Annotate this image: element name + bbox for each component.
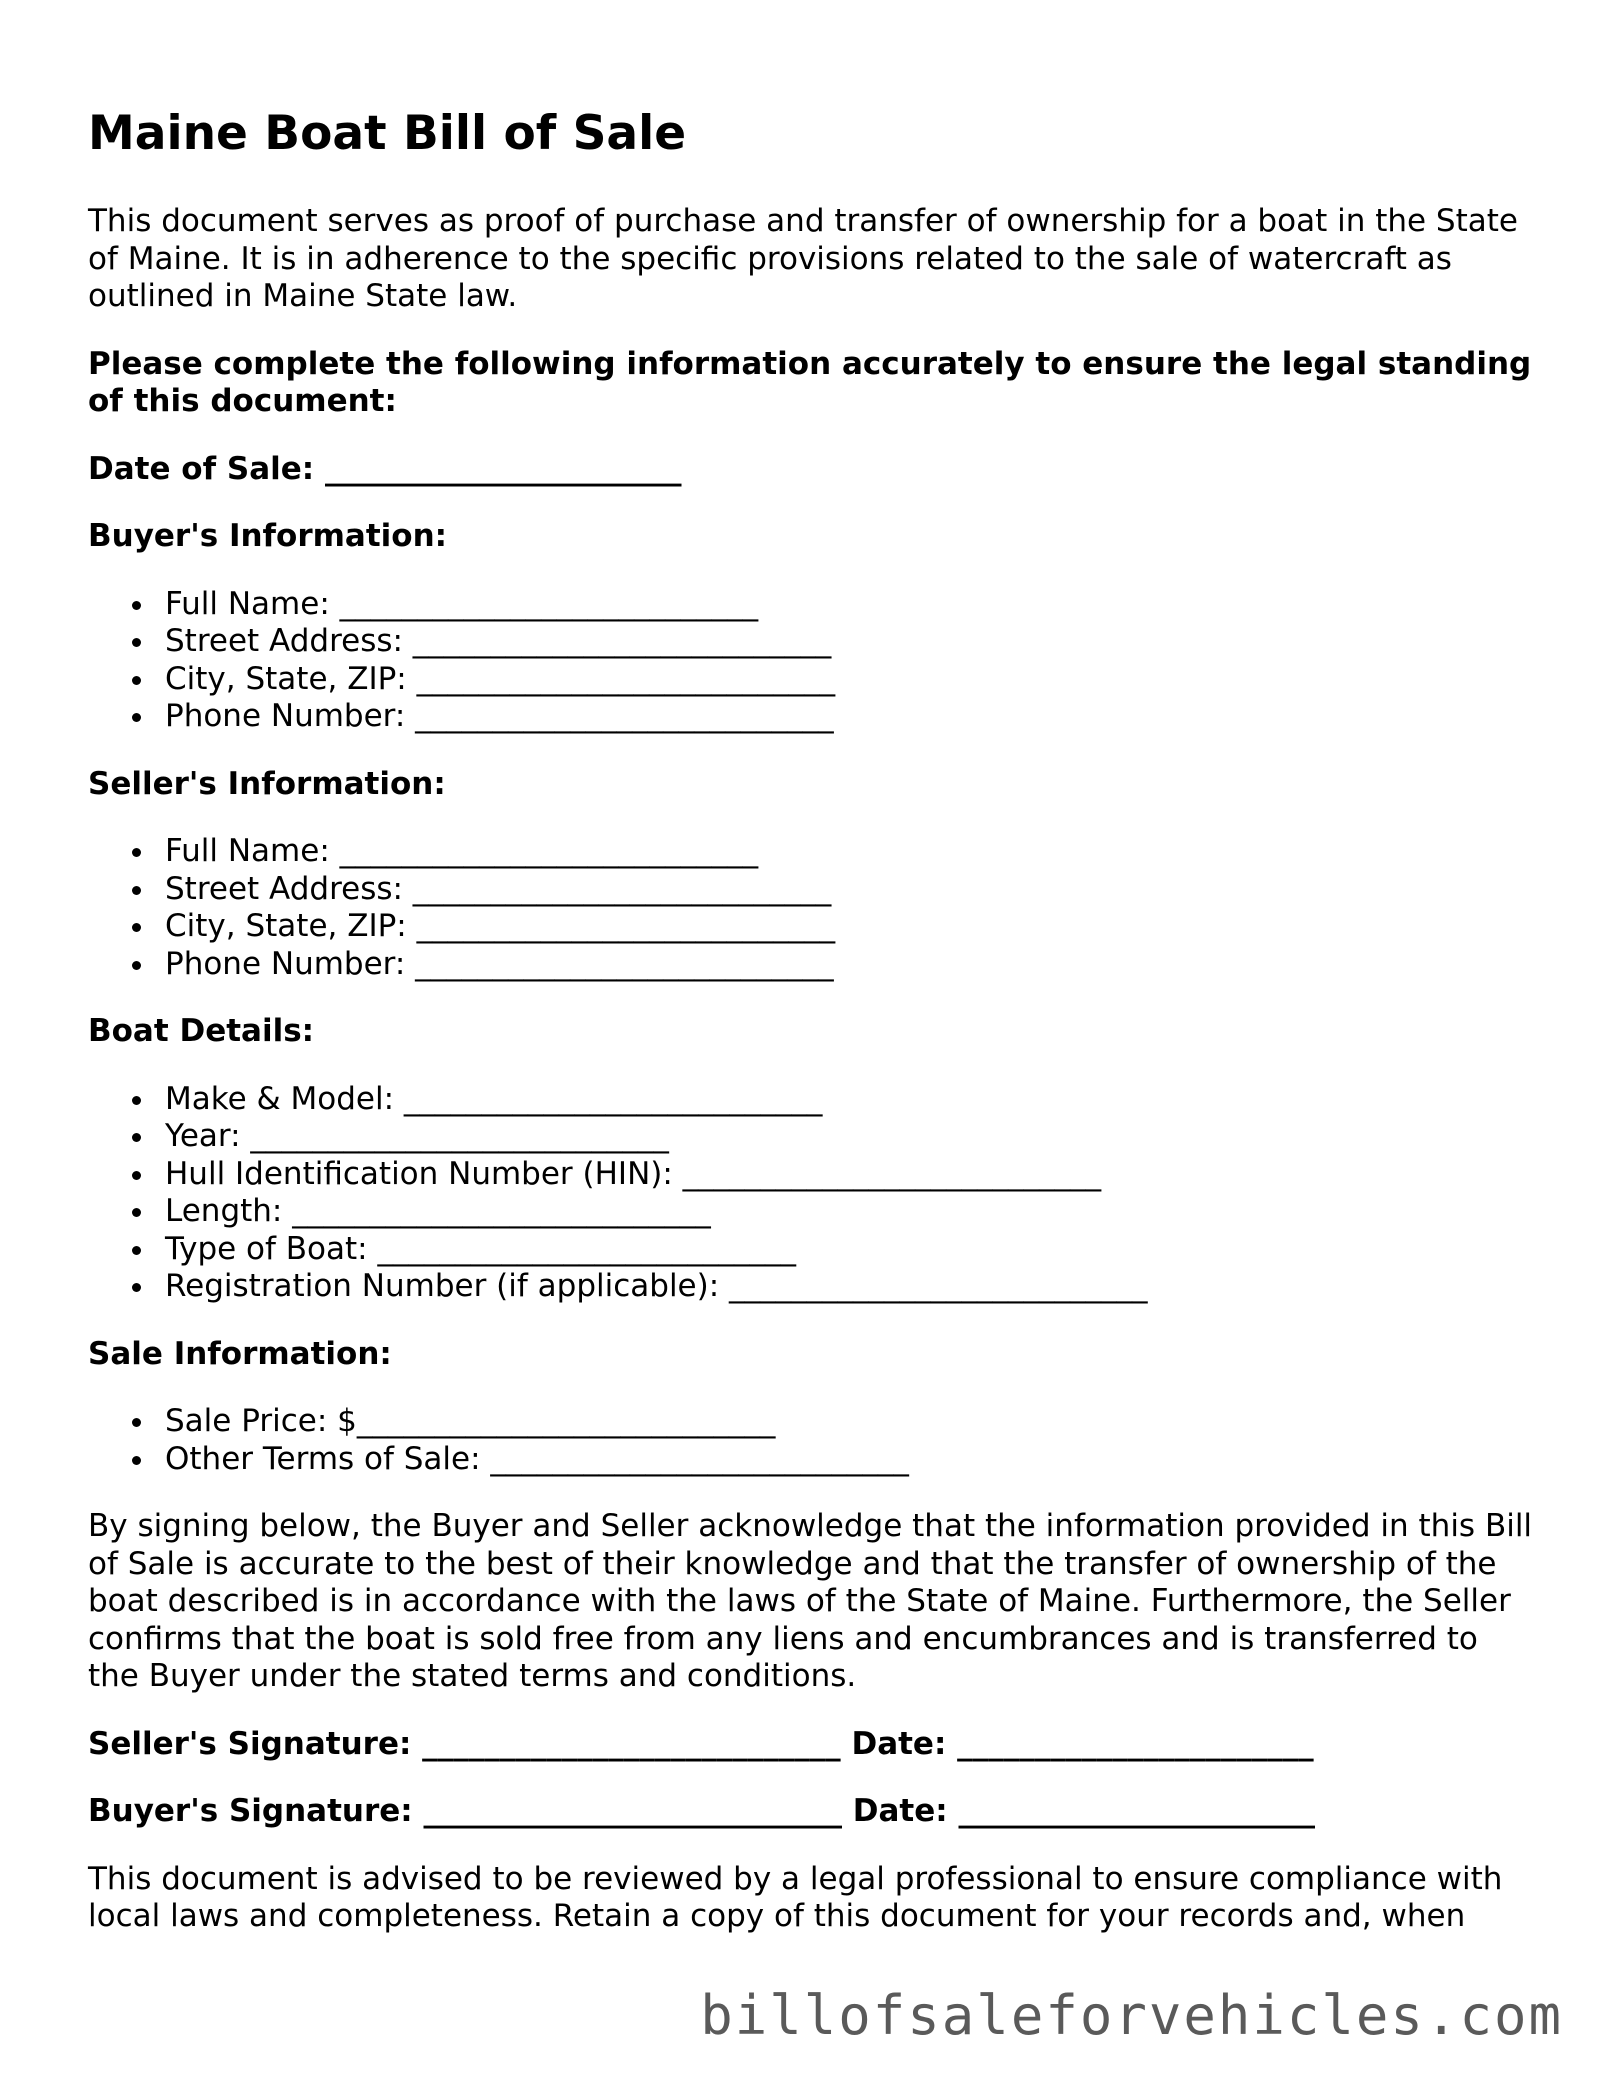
instruction-text: Please complete the following information accurately to ensure the legal standing of this document: (88, 345, 1532, 420)
document-page (88, 106, 1538, 1966)
boat-type-field[interactable]: Type of Boat: ___________________________ (132, 1231, 1538, 1269)
seller-phone-field[interactable]: Phone Number: ___________________________ (132, 946, 1538, 984)
boat-details-list (88, 1081, 1538, 1306)
buyer-signature-line[interactable]: Buyer's Signature: ___________________________ Date: _______________________ (88, 1793, 1315, 1830)
seller-info-list (88, 833, 1538, 983)
boat-hin-field[interactable]: Hull Identification Number (HIN): ___________________________ (132, 1156, 1538, 1194)
sale-info-list (88, 1403, 1538, 1478)
boat-registration-field[interactable]: Registration Number (if applicable): ___________________________ (132, 1268, 1538, 1306)
buyer-city-state-zip-field[interactable]: City, State, ZIP: ___________________________ (132, 661, 1538, 699)
buyer-section-heading: Buyer's Information: (88, 518, 448, 555)
buyer-street-address-field[interactable]: Street Address: ___________________________ (132, 623, 1538, 661)
seller-signature-line[interactable]: Seller's Signature: ___________________________ Date: _______________________ (88, 1725, 1314, 1762)
sale-section-heading: Sale Information: (88, 1335, 392, 1372)
seller-section-heading: Seller's Information: (88, 765, 446, 802)
closing-paragraph: This document is advised to be reviewed by a legal professional to ensure compliance with local laws and completeness. Retain a copy of this document for your records and, when (88, 1860, 1503, 1935)
sale-price-field[interactable]: Sale Price: $___________________________ (132, 1403, 1538, 1441)
seller-full-name-field[interactable]: Full Name: ___________________________ (132, 833, 1538, 871)
boat-make-model-field[interactable]: Make & Model: ___________________________ (132, 1081, 1538, 1119)
seller-city-state-zip-field[interactable]: City, State, ZIP: ___________________________ (132, 908, 1538, 946)
buyer-full-name-field[interactable]: Full Name: ___________________________ (132, 586, 1538, 624)
boat-year-field[interactable]: Year: ___________________________ (132, 1118, 1538, 1156)
intro-paragraph: This document serves as proof of purchase and transfer of ownership for a boat in the State of Maine. It is in adherence to the specific provisions related to the sale of watercraft as outlined in Maine State law. (88, 203, 1518, 315)
boat-section-heading: Boat Details: (88, 1013, 315, 1050)
boat-length-field[interactable]: Length: ___________________________ (132, 1193, 1538, 1231)
page-title: Maine Boat Bill of Sale (88, 106, 687, 161)
buyer-info-list (88, 586, 1538, 736)
date-of-sale-field[interactable]: Date of Sale: _______________________ (88, 450, 682, 487)
buyer-phone-field[interactable]: Phone Number: ___________________________ (132, 698, 1538, 736)
website-watermark: billofsaleforvehicles.com (700, 1984, 1563, 2047)
seller-street-address-field[interactable]: Street Address: ___________________________ (132, 871, 1538, 909)
acknowledgement-paragraph: By signing below, the Buyer and Seller acknowledge that the information provided in this Bill of Sale is accurate to the best of their knowledge and that the transfer of ownership of the boat described is in accordance with the laws of the State of Maine. Furthermore, the Seller confirms that the boat is sold free from any liens and encumbrances and is transferred to the Buyer under the stated terms and conditions. (88, 1508, 1533, 1695)
other-terms-field[interactable]: Other Terms of Sale: ___________________________ (132, 1441, 1538, 1479)
